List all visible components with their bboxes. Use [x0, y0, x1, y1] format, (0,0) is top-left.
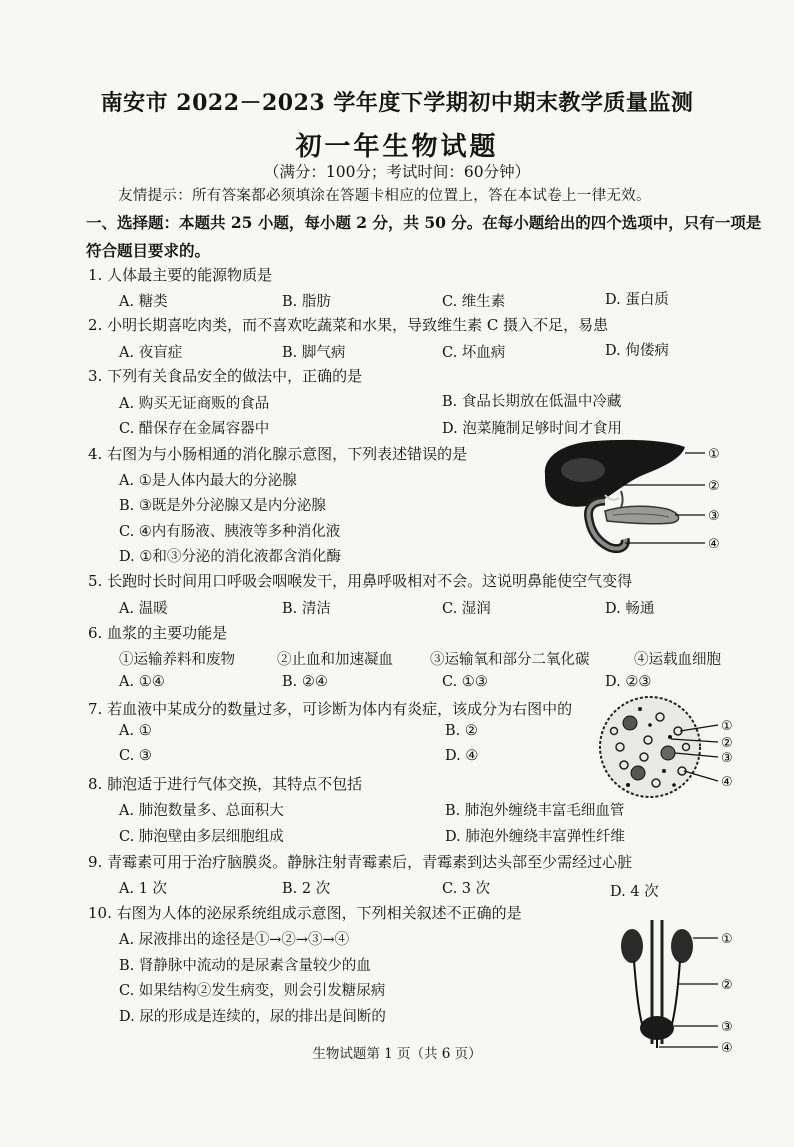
option-a: A. 糖类 — [119, 294, 168, 310]
fig3-label-1: ① — [721, 932, 733, 947]
option-b: B. ②④ — [282, 674, 328, 690]
option-c: C. 湿润 — [442, 601, 491, 617]
question-stem: 8. 肺泡适于进行气体交换，其特点不包括 — [88, 775, 363, 793]
exam-subtitle: 初一年生物试题 — [295, 132, 499, 162]
question-stem: 2. 小明长期喜吃肉类，而不喜欢吃蔬菜和水果，导致维生素 C 摄入不足，易患 — [88, 316, 609, 334]
exam-meta: （满分：100分；考试时间：60分钟） — [263, 163, 531, 181]
option-c: C. 坏血病 — [442, 345, 506, 361]
item-2: ②止血和加速凝血 — [277, 652, 393, 668]
item-1: ①运输养料和废物 — [119, 652, 235, 668]
option-a: A. 温暖 — [119, 601, 168, 617]
fig2-label-2: ② — [721, 736, 733, 751]
question-stem: 3. 下列有关食品安全的做法中，正确的是 — [88, 367, 363, 385]
option-d: D. 尿的形成是连续的，尿的排出是间断的 — [119, 1009, 386, 1025]
option-d: D. ④ — [445, 748, 479, 764]
option-c: C. 肺泡壁由多层细胞组成 — [119, 829, 284, 845]
option-a: A. 夜盲症 — [119, 345, 183, 361]
option-d: D. 佝偻病 — [605, 343, 669, 359]
urinary-system-figure — [612, 916, 742, 1058]
option-d: D. 肺泡外缠绕丰富弹性纤维 — [445, 829, 625, 845]
question-stem: 4. 右图为与小肠相通的消化腺示意图，下列表述错误的是 — [88, 445, 468, 463]
fig3-label-2: ② — [721, 978, 733, 993]
page-footer: 生物试题第 1 页（共 6 页） — [312, 1046, 482, 1062]
question-stem: 9. 青霉素可用于治疗脑膜炎。静脉注射青霉素后，青霉素到达头部至少需经过心脏 — [88, 853, 633, 871]
option-a: A. 尿液排出的途径是①→②→③→④ — [119, 932, 350, 948]
question-stem: 1. 人体最主要的能源物质是 — [88, 266, 273, 284]
option-d: D. 畅通 — [605, 601, 655, 617]
option-a: A. ①是人体内最大的分泌腺 — [119, 473, 297, 489]
option-b: B. 脚气病 — [282, 345, 346, 361]
fig1-label-4: ④ — [708, 537, 720, 552]
option-c: C. ①③ — [442, 674, 488, 690]
option-d: D. ②③ — [605, 674, 652, 690]
fig1-label-1: ① — [708, 447, 720, 462]
exam-tip: 友情提示：所有答案都必须填涂在答题卡相应的位置上，答在本试卷上一律无效。 — [118, 188, 651, 204]
option-a: A. ① — [119, 723, 152, 739]
option-b: B. 食品长期放在低温中冷藏 — [442, 394, 622, 410]
option-b: B. ② — [445, 723, 478, 739]
exam-title: 南安市 2022－2023 学年度下学期初中期末教学质量监测 — [100, 90, 694, 116]
option-d: D. 4 次 — [610, 884, 659, 900]
fig3-label-3: ③ — [721, 1020, 733, 1035]
option-c: C. ③ — [119, 748, 152, 764]
question-stem: 10. 右图为人体的泌尿系统组成示意图，下列相关叙述不正确的是 — [88, 904, 522, 922]
fig2-label-1: ① — [721, 719, 733, 734]
option-b: B. ③既是外分泌腺又是内分泌腺 — [119, 498, 326, 514]
item-4: ④运载血细胞 — [634, 652, 721, 668]
option-a: A. 肺泡数量多、总面积大 — [119, 803, 284, 819]
option-b: B. 肺泡外缠绕丰富毛细血管 — [445, 803, 625, 819]
item-3: ③运输氧和部分二氧化碳 — [430, 652, 590, 668]
option-b: B. 清洁 — [282, 601, 331, 617]
fig1-label-2: ② — [708, 479, 720, 494]
fig2-label-3: ③ — [721, 751, 733, 766]
option-b: B. 2 次 — [282, 881, 331, 897]
fig2-label-4: ④ — [721, 775, 733, 790]
question-stem: 6. 血浆的主要功能是 — [88, 624, 228, 642]
option-a: A. ①④ — [119, 674, 165, 690]
option-c: C. 如果结构②发生病变，则会引发糖尿病 — [119, 983, 386, 999]
option-c: C. 醋保存在金属容器中 — [119, 421, 270, 437]
option-c: C. 维生素 — [442, 294, 506, 310]
option-d: D. 蛋白质 — [605, 292, 669, 308]
question-stem: 7. 若血液中某成分的数量过多，可诊断为体内有炎症，该成分为右图中的 — [88, 700, 573, 718]
fig1-label-3: ③ — [708, 509, 720, 524]
blood-smear-figure — [598, 695, 743, 807]
question-stem: 5. 长跑时长时间用口呼吸会咽喉发干，用鼻呼吸相对不会。这说明鼻能使空气变得 — [88, 572, 633, 590]
fig3-label-4: ④ — [721, 1041, 733, 1056]
option-c: C. 3 次 — [442, 881, 491, 897]
option-c: C. ④内有肠液、胰液等多种消化液 — [119, 524, 341, 540]
option-a: A. 1 次 — [119, 881, 168, 897]
section-heading: 一、选择题：本题共 25 小题，每小题 2 分，共 50 分。在每小题给出的四个选项中，只有一项是符合题目要求的。 — [86, 213, 762, 260]
option-b: B. 脂肪 — [282, 294, 331, 310]
option-d: D. 泡菜腌制足够时间才食用 — [442, 421, 622, 437]
option-a: A. 购买无证商贩的食品 — [119, 396, 270, 412]
digestive-gland-figure — [535, 435, 735, 560]
option-b: B. 肾静脉中流动的是尿素含量较少的血 — [119, 958, 371, 974]
option-d: D. ①和③分泌的消化液都含消化酶 — [119, 549, 341, 565]
